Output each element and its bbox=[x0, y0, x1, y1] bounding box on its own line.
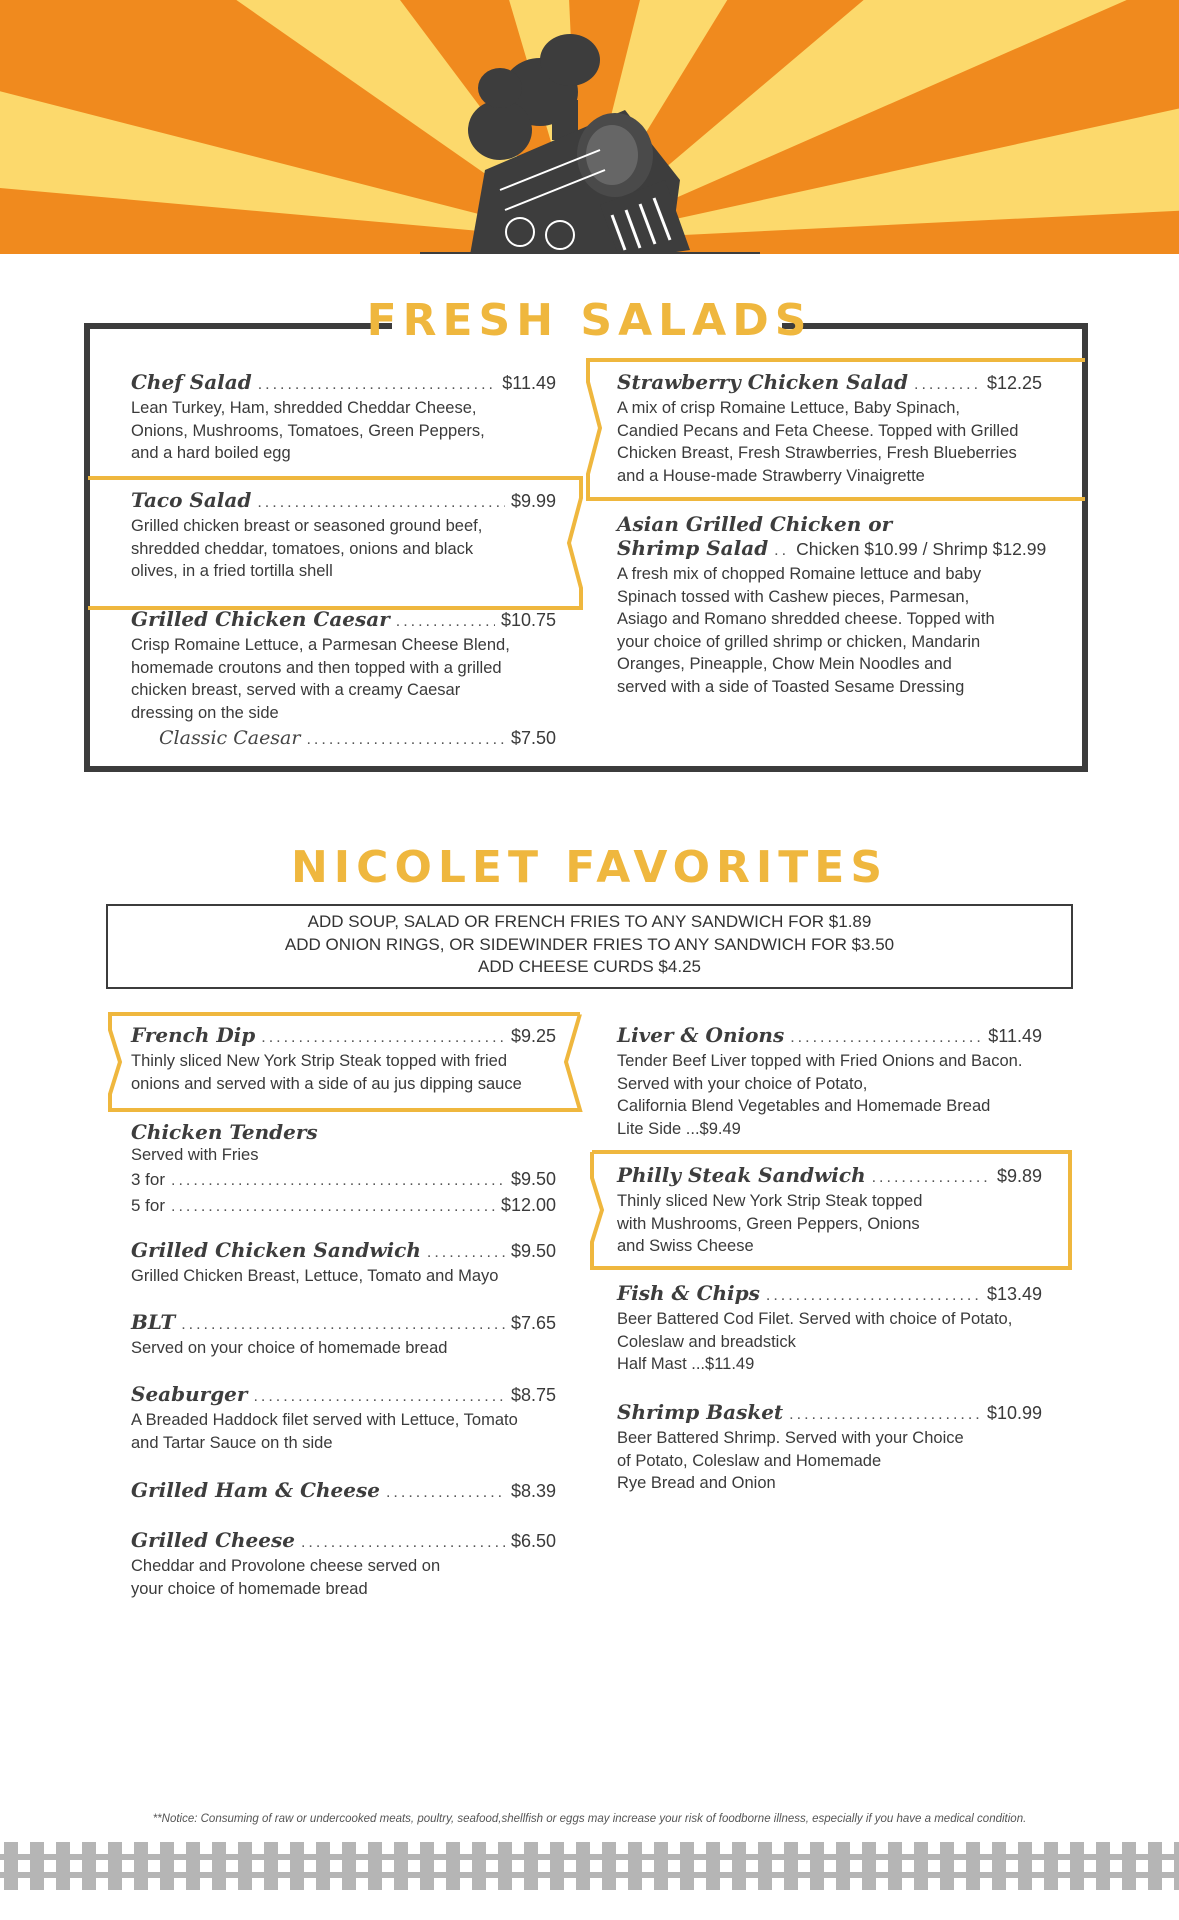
item-description: A mix of crisp Romaine Lettuce, Baby Spinach, bbox=[617, 399, 961, 417]
item-price: $11.49 bbox=[988, 1026, 1042, 1046]
item-description: your choice of homemade bread bbox=[131, 1579, 368, 1598]
menu-item-grilled-chicken-caesar bbox=[131, 607, 556, 752]
track-tie bbox=[446, 1842, 460, 1890]
item-description: Served with your choice of Potato, bbox=[617, 1074, 868, 1093]
item-name: Grilled Ham & Cheese bbox=[131, 1478, 380, 1502]
item-price: $11.49 bbox=[502, 373, 556, 393]
item-name: Seaburger bbox=[131, 1382, 248, 1406]
item-description: Onions, Mushrooms, Tomatoes, Green Peppers, bbox=[131, 421, 485, 440]
track-tie bbox=[732, 1842, 746, 1890]
sunburst-banner bbox=[0, 0, 1179, 254]
item-description: your choice of grilled shrimp or chicken, Mandarin bbox=[617, 632, 981, 651]
track-tie bbox=[940, 1842, 954, 1890]
track-tie bbox=[264, 1842, 278, 1890]
track-tie bbox=[56, 1842, 70, 1890]
track-tie bbox=[1070, 1842, 1084, 1890]
track-tie bbox=[82, 1842, 96, 1890]
item-name: Shrimp Basket bbox=[617, 1400, 784, 1424]
track-tie bbox=[186, 1842, 200, 1890]
item-description: and Swiss Cheese bbox=[617, 1237, 754, 1255]
option-price: $9.50 bbox=[510, 1168, 556, 1189]
track-tie bbox=[368, 1842, 382, 1890]
item-description: Rye Bread and Onion bbox=[617, 1474, 776, 1492]
item-price: $12.25 bbox=[986, 373, 1042, 393]
item-description: Chicken Breast, Fresh Strawberries, Fresh Blueberries bbox=[617, 444, 1017, 462]
track-tie bbox=[888, 1842, 902, 1890]
track-tie bbox=[862, 1842, 876, 1890]
track-tie bbox=[394, 1842, 408, 1890]
item-name: Strawberry Chicken Salad bbox=[617, 370, 909, 394]
item-description: Grilled chicken breast or seasoned ground beef, bbox=[131, 517, 483, 535]
track-tie bbox=[810, 1842, 824, 1890]
item-description: Lean Turkey, Ham, shredded Cheddar Cheese, bbox=[131, 399, 477, 417]
track-tie bbox=[914, 1842, 928, 1890]
item-description: dressing on the side bbox=[131, 703, 279, 722]
item-price: $8.39 bbox=[510, 1481, 556, 1501]
item-price: $9.89 bbox=[996, 1166, 1042, 1186]
track-tie bbox=[1096, 1842, 1110, 1890]
track-tie bbox=[160, 1842, 174, 1890]
menu-item-asian-salad bbox=[617, 512, 1047, 698]
track-tie bbox=[238, 1842, 252, 1890]
track-tie bbox=[290, 1842, 304, 1890]
item-name: Philly Steak Sandwich bbox=[617, 1163, 866, 1187]
menu-item-shrimp-basket bbox=[617, 1400, 1042, 1495]
menu-item-blt bbox=[131, 1310, 556, 1360]
item-description: Half Mast ...$11.49 bbox=[617, 1355, 755, 1373]
item-price: $13.49 bbox=[986, 1284, 1042, 1304]
item-name: Chef Salad bbox=[131, 370, 252, 394]
track-tie bbox=[1018, 1842, 1032, 1890]
item-description: with Mushrooms, Green Peppers, Onions bbox=[617, 1214, 920, 1233]
item-description: Thinly sliced New York Strip Steak topped with fried bbox=[131, 1052, 508, 1070]
item-name: Liver & Onions bbox=[617, 1023, 785, 1047]
track-tie bbox=[1174, 1842, 1179, 1890]
addon-line: ADD SOUP, SALAD OR FRENCH FRIES TO ANY SANDWICH FOR $1.89 bbox=[307, 912, 872, 931]
item-price: $10.75 bbox=[500, 610, 556, 630]
item-price: $8.75 bbox=[510, 1385, 556, 1405]
menu-item-taco-salad bbox=[131, 488, 556, 583]
item-description: California Blend Vegetables and Homemade Bread bbox=[617, 1097, 991, 1115]
track-tie bbox=[472, 1842, 486, 1890]
track-tie bbox=[836, 1842, 850, 1890]
item-description: of Potato, Coleslaw and Homemade bbox=[617, 1451, 882, 1470]
item-price: $10.99 bbox=[986, 1403, 1042, 1423]
tenders-option-5 bbox=[131, 1193, 556, 1219]
menu-item-fish-chips bbox=[617, 1281, 1042, 1376]
track-tie bbox=[316, 1842, 330, 1890]
menu-item-chicken-tenders bbox=[131, 1120, 556, 1219]
item-description: Lite Side ...$9.49 bbox=[617, 1119, 741, 1138]
track-tie bbox=[992, 1842, 1006, 1890]
track-tie bbox=[654, 1842, 668, 1890]
track-tie bbox=[524, 1842, 538, 1890]
addon-line: ADD CHEESE CURDS $4.25 bbox=[478, 957, 701, 976]
track-tie bbox=[758, 1842, 772, 1890]
track-tie bbox=[108, 1842, 122, 1890]
item-description: A Breaded Haddock filet served with Lettuce, Tomato bbox=[131, 1411, 518, 1429]
item-name: Taco Salad bbox=[131, 488, 252, 512]
item-price: $6.50 bbox=[510, 1531, 556, 1551]
item-description: shredded cheddar, tomatoes, onions and black bbox=[131, 539, 474, 558]
track-tie bbox=[420, 1842, 434, 1890]
track-tie bbox=[1148, 1842, 1162, 1890]
item-description: served with a side of Toasted Sesame Dressing bbox=[617, 677, 965, 696]
item-name: Grilled Chicken Sandwich bbox=[131, 1238, 421, 1262]
item-description: and a House-made Strawberry Vinaigrette bbox=[617, 466, 925, 485]
tenders-option-3 bbox=[131, 1167, 556, 1193]
track-tie bbox=[576, 1842, 590, 1890]
item-description: chicken breast, served with a creamy Caesar bbox=[131, 681, 461, 699]
track-tie bbox=[134, 1842, 148, 1890]
option-label: 3 for bbox=[131, 1169, 166, 1189]
item-description: Beer Battered Cod Filet. Served with choice of Potato, bbox=[617, 1310, 1013, 1328]
item-description: Cheddar and Provolone cheese served on bbox=[131, 1557, 441, 1575]
item-description: Thinly sliced New York Strip Steak topped bbox=[617, 1192, 923, 1210]
menu-item-seaburger bbox=[131, 1382, 556, 1454]
health-notice: **Notice: Consuming of raw or undercooked meats, poultry, seafood,shellfish or eggs may increase your risk of foodborne illness, especially if you have a medical condition. bbox=[152, 1813, 1027, 1825]
menu-item-grilled-cheese bbox=[131, 1528, 556, 1600]
sub-item-classic-caesar bbox=[131, 726, 556, 752]
item-price: Chicken $10.99 / Shrimp $12.99 bbox=[796, 539, 1047, 559]
menu-item-grilled-ham-cheese bbox=[131, 1478, 556, 1505]
track-tie bbox=[680, 1842, 694, 1890]
item-name: French Dip bbox=[131, 1023, 256, 1047]
item-description: Beer Battered Shrimp. Served with your Choice bbox=[617, 1429, 964, 1447]
menu-item-strawberry-chicken-salad bbox=[617, 370, 1042, 487]
track-tie bbox=[966, 1842, 980, 1890]
menu-item-philly-steak bbox=[617, 1163, 1042, 1258]
track-tie bbox=[342, 1842, 356, 1890]
item-description: olives, in a fried tortilla shell bbox=[131, 562, 333, 580]
menu-item-chef-salad bbox=[131, 370, 556, 465]
item-description: Tender Beef Liver topped with Fried Onions and Bacon. bbox=[617, 1052, 1023, 1070]
item-description: homemade croutons and then topped with a grilled bbox=[131, 658, 502, 677]
item-price: $9.25 bbox=[510, 1026, 556, 1046]
track-tie bbox=[498, 1842, 512, 1890]
item-description: Served on your choice of homemade bread bbox=[131, 1339, 448, 1357]
addons-box bbox=[106, 904, 1073, 989]
track-tie bbox=[784, 1842, 798, 1890]
track-tie bbox=[212, 1842, 226, 1890]
item-price: $9.99 bbox=[510, 491, 556, 511]
menu-item-french-dip bbox=[131, 1023, 556, 1095]
track-tie bbox=[628, 1842, 642, 1890]
item-description: Asiago and Romano shredded cheese. Topped with bbox=[617, 610, 995, 628]
item-description: Grilled Chicken Breast, Lettuce, Tomato and Mayo bbox=[131, 1267, 499, 1285]
item-name: Shrimp Salad bbox=[617, 536, 769, 560]
option-label: 5 for bbox=[131, 1195, 166, 1215]
item-description: onions and served with a side of au jus dipping sauce bbox=[131, 1074, 522, 1093]
track-tie bbox=[30, 1842, 44, 1890]
item-name: Asian Grilled Chicken or bbox=[617, 512, 893, 536]
railroad-track-icon bbox=[0, 1840, 1179, 1892]
item-name: BLT bbox=[131, 1310, 176, 1334]
salads-title: FRESH SALADS bbox=[366, 295, 813, 346]
track-tie bbox=[4, 1842, 18, 1890]
track-tie bbox=[706, 1842, 720, 1890]
item-description: Coleslaw and breadstick bbox=[617, 1332, 796, 1351]
favorites-title: NICOLET FAVORITES bbox=[290, 842, 889, 893]
addon-line: ADD ONION RINGS, OR SIDEWINDER FRIES TO ANY SANDWICH FOR $3.50 bbox=[284, 934, 895, 954]
item-name: Grilled Chicken Caesar bbox=[131, 607, 390, 631]
item-description: Candied Pecans and Feta Cheese. Topped with Grilled bbox=[617, 421, 1019, 440]
item-price: $9.50 bbox=[510, 1241, 556, 1261]
track-tie bbox=[602, 1842, 616, 1890]
item-name: Grilled Cheese bbox=[131, 1528, 295, 1552]
sub-item-price: $7.50 bbox=[510, 728, 556, 748]
item-price: $7.65 bbox=[510, 1313, 556, 1333]
sub-item-name: Classic Caesar bbox=[159, 727, 301, 749]
menu-item-grilled-chicken-sandwich bbox=[131, 1238, 556, 1288]
track-tie bbox=[1122, 1842, 1136, 1890]
track-tie bbox=[1044, 1842, 1058, 1890]
item-name: Chicken Tenders bbox=[131, 1120, 318, 1144]
option-price: $12.00 bbox=[500, 1194, 556, 1215]
item-name: Fish & Chips bbox=[617, 1281, 760, 1305]
item-description: Oranges, Pineapple, Chow Mein Noodles and bbox=[617, 655, 952, 673]
item-description: and Tartar Sauce on th side bbox=[131, 1433, 333, 1452]
track-tie bbox=[550, 1842, 564, 1890]
item-description: Served with Fries bbox=[131, 1146, 259, 1164]
item-description: A fresh mix of chopped Romaine lettuce and baby bbox=[617, 565, 982, 583]
item-description: Spinach tossed with Cashew pieces, Parmesan, bbox=[617, 587, 970, 606]
menu-item-liver-onions bbox=[617, 1023, 1042, 1140]
item-description: and a hard boiled egg bbox=[131, 444, 291, 462]
item-description: Crisp Romaine Lettuce, a Parmesan Cheese Blend, bbox=[131, 636, 510, 654]
